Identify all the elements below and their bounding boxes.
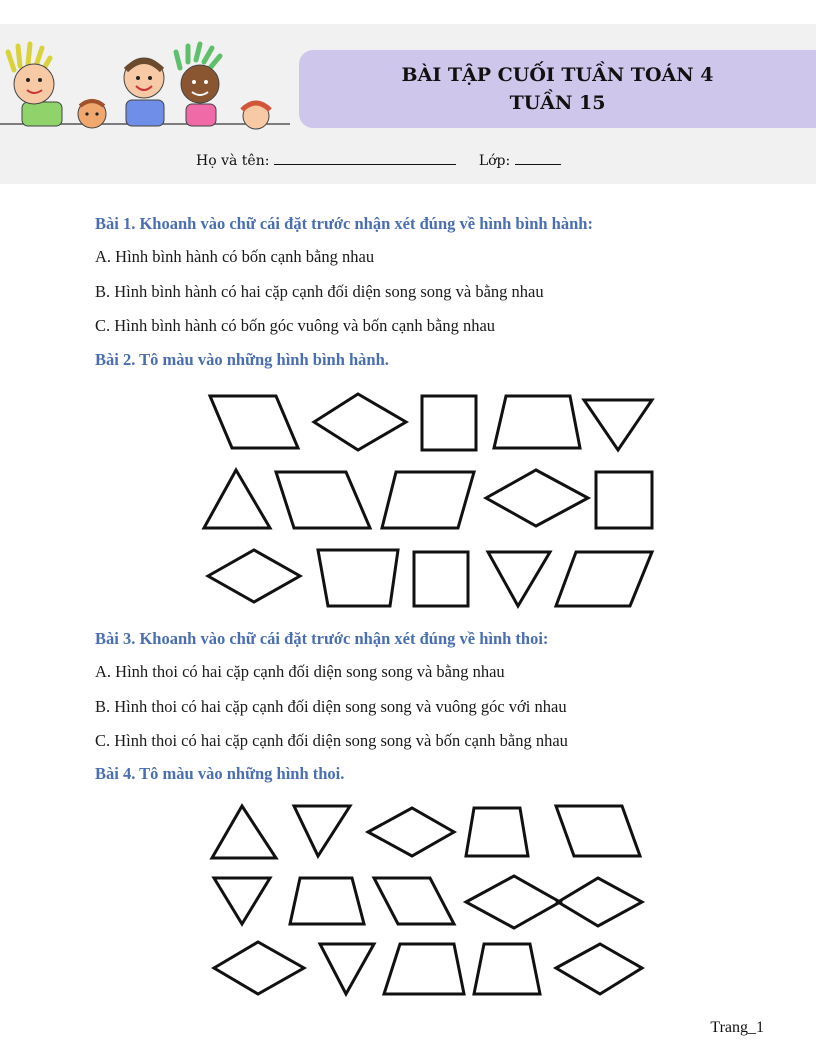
worksheet-week: TUẦN 15 (509, 92, 606, 114)
bai1-title: Bài 1. Khoanh vào chữ cái đặt trước nhận xét đúng về hình bình hành: (95, 214, 593, 233)
bai2-shape-parallelogram[interactable] (382, 472, 474, 528)
bai2-shape-parallelogram[interactable] (556, 552, 652, 606)
bai4-shape-trapezoid[interactable] (384, 944, 464, 994)
bai4-shape-parallelogram[interactable] (374, 878, 454, 924)
bai4-shape-rhombus[interactable] (556, 944, 642, 994)
kid-red-hair-icon (242, 103, 270, 129)
title-box (299, 50, 816, 128)
bai4-shape-triangle-down[interactable] (320, 944, 374, 994)
bai2-shape-trapezoid[interactable] (494, 396, 580, 448)
bai2-shape-triangle-down[interactable] (488, 552, 550, 606)
bai2-shapes (196, 386, 666, 618)
bai2-shape-parallelogram[interactable] (210, 396, 298, 448)
bai2-shape-parallelogram[interactable] (276, 472, 370, 528)
worksheet-title: BÀI TẬP CUỐI TUẦN TOÁN 4 (401, 64, 714, 86)
bai4-shape-trapezoid[interactable] (466, 808, 528, 856)
class-field[interactable] (515, 150, 561, 165)
bai2-title: Bài 2. Tô màu vào những hình bình hành. (95, 350, 389, 369)
name-field[interactable] (274, 150, 456, 165)
bai2-shape-triangle-down[interactable] (584, 400, 652, 450)
bai2-shape-rhombus[interactable] (486, 470, 588, 526)
bai4-shape-rhombus[interactable] (466, 876, 560, 928)
bai2-shape-triangle-up[interactable] (204, 470, 270, 528)
bai3-title: Bài 3. Khoanh vào chữ cái đặt trước nhận xét đúng về hình thoi: (95, 629, 549, 648)
bai4-shape-rhombus[interactable] (558, 878, 642, 926)
bai4-shape-rhombus[interactable] (368, 808, 454, 856)
bai2-shape-square[interactable] (596, 472, 652, 528)
kid-yellow-hair-icon (8, 44, 62, 126)
bai3-option-c[interactable]: C. Hình thoi có hai cặp cạnh đối diện song song và bốn cạnh bằng nhau (95, 731, 568, 750)
bai2-shape-trapezoid-inverted[interactable] (318, 550, 398, 606)
name-label: Họ và tên: (196, 153, 270, 169)
kid-green-hair-icon (176, 44, 220, 126)
bai4-shapes (204, 798, 654, 1004)
bai1-option-a[interactable]: A. Hình bình hành có bốn cạnh bằng nhau (95, 247, 375, 266)
bai2-shape-rhombus[interactable] (208, 550, 300, 602)
class-label: Lớp: (478, 153, 511, 169)
bai3-option-a[interactable]: A. Hình thoi có hai cặp cạnh đối diện song song và bằng nhau (95, 662, 505, 681)
bai1-option-c[interactable]: C. Hình bình hành có bốn góc vuông và bốn cạnh bằng nhau (95, 316, 496, 335)
kid-small-icon (78, 100, 106, 128)
bai4-shape-parallelogram[interactable] (556, 806, 640, 856)
bai2-shape-rectangle[interactable] (414, 552, 468, 606)
bai2-shape-rectangle[interactable] (422, 396, 476, 450)
bai2-shape-rhombus[interactable] (314, 394, 406, 450)
bai4-shape-trapezoid[interactable] (290, 878, 364, 924)
bai4-title: Bài 4. Tô màu vào những hình thoi. (95, 764, 345, 783)
bai3-option-b[interactable]: B. Hình thoi có hai cặp cạnh đối diện song song và vuông góc với nhau (95, 697, 567, 716)
bai4-shape-triangle-down[interactable] (214, 878, 270, 924)
bai4-shape-rhombus[interactable] (214, 942, 304, 994)
kids-illustration (0, 40, 290, 130)
bai4-shape-trapezoid[interactable] (474, 944, 540, 994)
student-info-line (196, 150, 561, 169)
bai1-option-b[interactable]: B. Hình bình hành có hai cặp cạnh đối diện song song và bằng nhau (95, 282, 544, 301)
kid-blue-shirt-icon (124, 58, 164, 126)
bai4-shape-triangle-down[interactable] (294, 806, 350, 856)
bai4-shape-triangle-up[interactable] (212, 806, 276, 858)
page-number: Trang_1 (710, 1019, 764, 1036)
